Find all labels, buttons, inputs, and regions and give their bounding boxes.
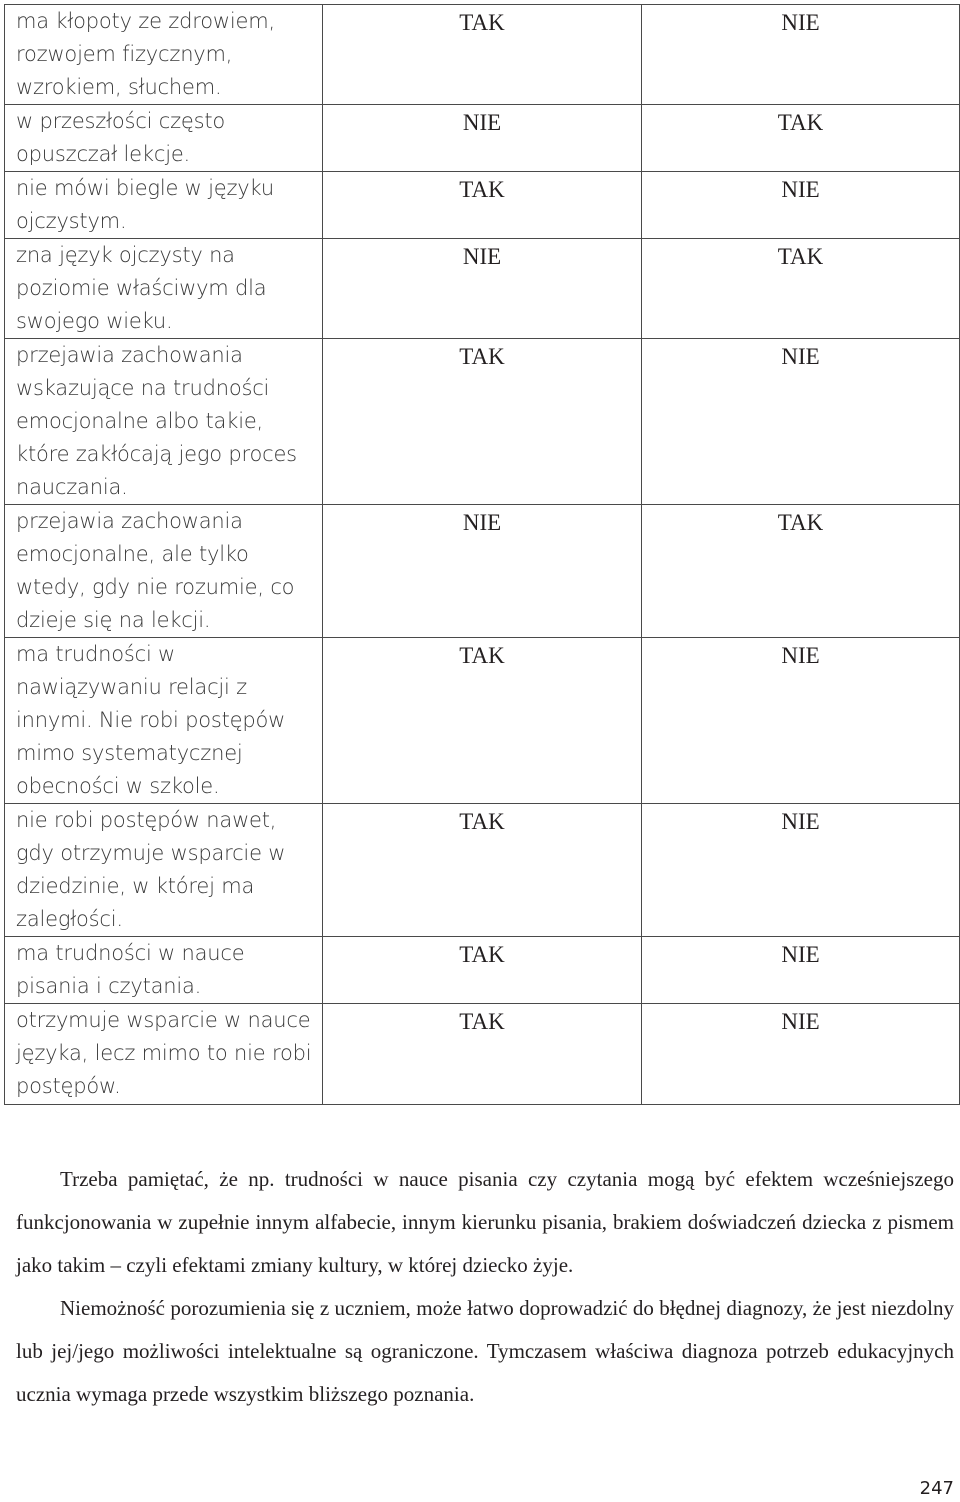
paragraph: Trzeba pamiętać, że np. trudności w nauce pisania czy czytania mogą być efektem wcześniejszego funkcjonowania w zupełnie innym alfabecie, innym kierunku pisania, brakiem doświadczeń dziecka z pismem jako takim – czyli efektami zmiany kultury, w której dziecko żyje. bbox=[16, 1167, 954, 1277]
assessment-table bbox=[4, 4, 960, 1105]
row-value-col3: NIE bbox=[642, 638, 960, 804]
row-description: ma kłopoty ze zdrowiem, rozwojem fizycznym, wzrokiem, słuchem. bbox=[5, 5, 323, 105]
table-row bbox=[5, 239, 960, 339]
page-number: 247 bbox=[919, 1478, 954, 1499]
row-value-col3: NIE bbox=[642, 172, 960, 239]
row-description: przejawia zachowania wskazujące na trudności emocjonalne albo takie, które zakłócają jego proces nauczania. bbox=[5, 339, 323, 505]
row-value-col2: TAK bbox=[323, 5, 642, 105]
paragraph: Niemożność porozumienia się z uczniem, może łatwo doprowadzić do błędnej diagnozy, że jest niezdolny lub jej/jego możliwości intelektualne są ograniczone. Tymczasem właściwa diagnoza potrzeb edukacyjnych ucznia wymaga przede wszystkim bliższego poznania. bbox=[16, 1296, 954, 1406]
row-value-col2: TAK bbox=[323, 172, 642, 239]
row-value-col3: NIE bbox=[642, 804, 960, 937]
table-row bbox=[5, 339, 960, 505]
row-description: ma trudności w nauce pisania i czytania. bbox=[5, 937, 323, 1004]
row-description: otrzymuje wsparcie w nauce języka, lecz mimo to nie robi postępów. bbox=[5, 1004, 323, 1105]
row-value-col2: TAK bbox=[323, 804, 642, 937]
row-value-col3: TAK bbox=[642, 239, 960, 339]
table-row bbox=[5, 5, 960, 105]
row-value-col2: TAK bbox=[323, 1004, 642, 1105]
row-value-col2: TAK bbox=[323, 937, 642, 1004]
row-description: w przeszłości często opuszczał lekcje. bbox=[5, 105, 323, 172]
row-value-col3: NIE bbox=[642, 937, 960, 1004]
row-value-col3: NIE bbox=[642, 1004, 960, 1105]
row-description: nie robi postępów nawet, gdy otrzymuje wsparcie w dziedzinie, w której ma zaległości. bbox=[5, 804, 323, 937]
table-row bbox=[5, 1004, 960, 1105]
row-value-col2: NIE bbox=[323, 239, 642, 339]
row-value-col3: TAK bbox=[642, 105, 960, 172]
table-row bbox=[5, 804, 960, 937]
row-value-col2: TAK bbox=[323, 339, 642, 505]
table-row bbox=[5, 638, 960, 804]
row-value-col3: TAK bbox=[642, 505, 960, 638]
table-row bbox=[5, 172, 960, 239]
row-description: nie mówi biegle w języku ojczystym. bbox=[5, 172, 323, 239]
row-description: ma trudności w nawiązywaniu relacji z innymi. Nie robi postępów mimo systematycznej obecności w szkole. bbox=[5, 638, 323, 804]
table-row bbox=[5, 105, 960, 172]
row-description: zna język ojczysty na poziomie właściwym dla swojego wieku. bbox=[5, 239, 323, 339]
row-value-col2: NIE bbox=[323, 505, 642, 638]
row-value-col3: NIE bbox=[642, 339, 960, 505]
body-text bbox=[16, 1158, 954, 1416]
row-description: przejawia zachowania emocjonalne, ale tylko wtedy, gdy nie rozumie, co dzieje się na lekcji. bbox=[5, 505, 323, 638]
row-value-col2: NIE bbox=[323, 105, 642, 172]
table-row bbox=[5, 505, 960, 638]
row-value-col3: NIE bbox=[642, 5, 960, 105]
row-value-col2: TAK bbox=[323, 638, 642, 804]
table-row bbox=[5, 937, 960, 1004]
